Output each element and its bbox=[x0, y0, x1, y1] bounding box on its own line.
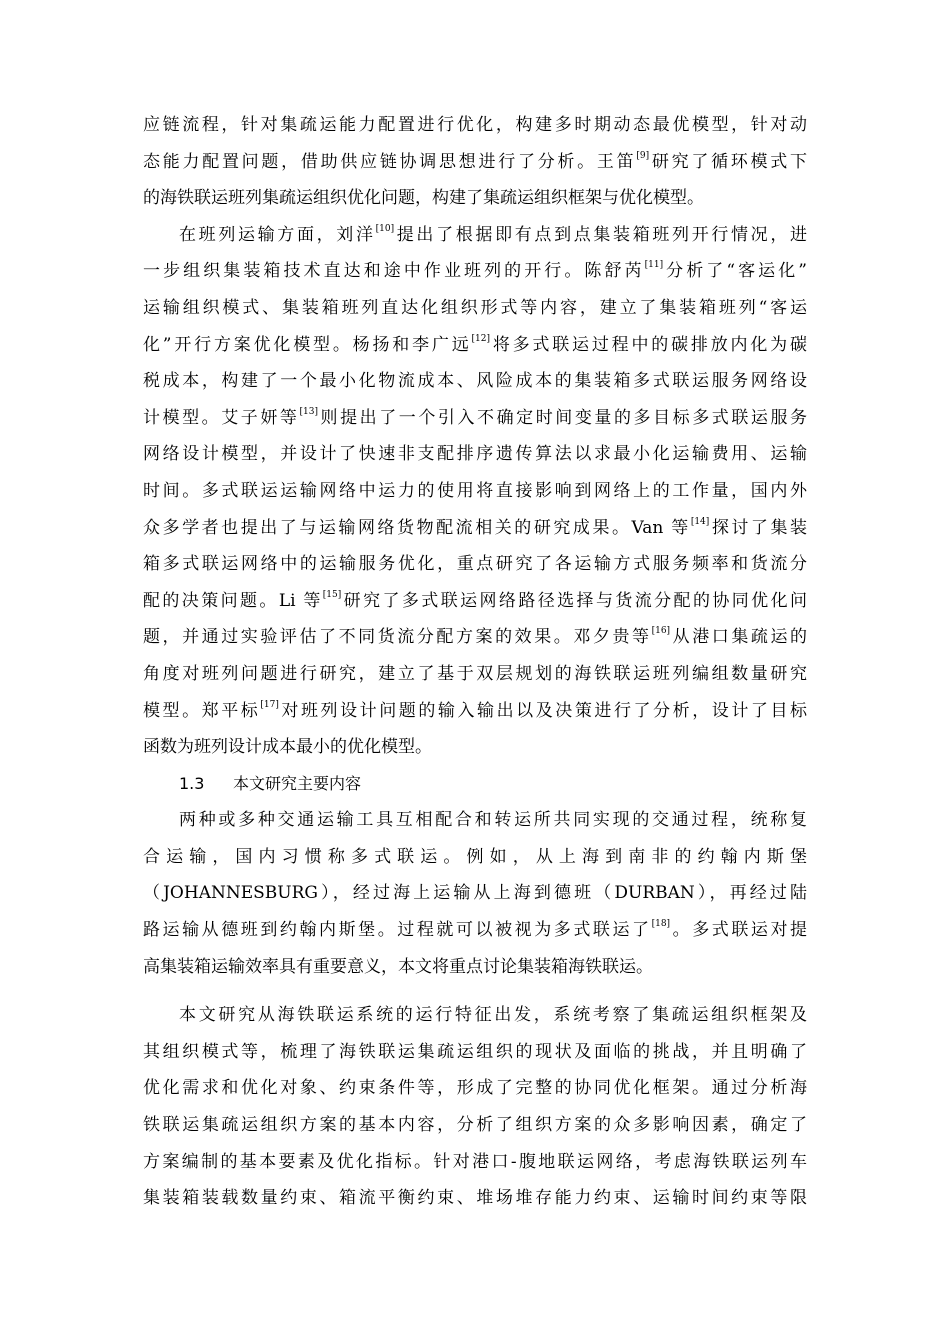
text-line: 方案编制的基本要素及优化指标。针对港口-腹地联运网络，考虑海铁联运列车 bbox=[143, 1151, 807, 1172]
text-line bbox=[143, 400, 807, 437]
text-line bbox=[143, 327, 807, 364]
text-line: 应链流程，针对集疏运能力配置进行优化，构建多时期动态最优模型，针对动 bbox=[143, 115, 807, 135]
paragraph-train-transport bbox=[143, 217, 807, 766]
text-line: 集装箱装载数量约束、箱流平衡约束、堆场堆存能力约束、运输时间约束等限 bbox=[143, 1188, 807, 1209]
text-line: 箱多式联运网络中的运输服务优化，重点研究了各运输方式服务频率和货流分 bbox=[143, 554, 807, 575]
text-line: 网络设计模型，并设计了快速非支配排序遗传算法以求最小化运输费用、运输 bbox=[143, 444, 807, 465]
text-run: 将多式联运过程中的碳排放内化为碳 bbox=[490, 334, 807, 355]
text-line bbox=[143, 912, 807, 949]
text-run: 众多学者也提出了与运输网络货物配流相关的研究成果。Van 等 bbox=[143, 517, 691, 538]
citation-ref: [18] bbox=[651, 919, 671, 930]
text-line: （JOHANNESBURG），经过海上运输从上海到德班（DURBAN），再经过陆 bbox=[143, 883, 807, 904]
text-run: 研究了循环模式下 bbox=[649, 151, 808, 172]
citation-ref: [17] bbox=[260, 699, 279, 710]
text-run: 分析了“客运化” bbox=[663, 261, 807, 282]
citation-ref: [15] bbox=[322, 589, 342, 600]
paragraph-supply-chain bbox=[143, 107, 807, 217]
text-line: 运输组织模式、集装箱班列直达化组织形式等内容，建立了集装箱班列“客运 bbox=[143, 297, 807, 318]
section-number: 1.3 bbox=[179, 773, 205, 793]
text-run: 探讨了集装 bbox=[709, 517, 808, 538]
text-line: 税成本，构建了一个最小化物流成本、风险成本的集装箱多式联运服务网络设 bbox=[143, 371, 807, 392]
text-run: 计模型。艾子妍等 bbox=[143, 407, 300, 428]
text-line bbox=[143, 144, 807, 181]
citation-ref: [12] bbox=[471, 333, 490, 344]
text-run: 。多式联运对提 bbox=[670, 920, 808, 941]
text-line: 高集装箱运输效率具有重要意义，本文将重点讨论集装箱海铁联运。 bbox=[143, 956, 653, 977]
text-line: 其组织模式等，梳理了海铁联运集疏运组织的现状及面临的挑战，并且明确了 bbox=[143, 1041, 807, 1062]
text-line bbox=[143, 217, 807, 254]
section-heading bbox=[143, 766, 807, 803]
citation-ref: [16] bbox=[651, 626, 671, 637]
text-run: 提出了根据即有点到点集装箱班列开行情况，进 bbox=[394, 224, 808, 245]
text-line bbox=[143, 693, 807, 730]
text-line: 的海铁联运班列集疏运组织优化问题，构建了集疏运组织框架与优化模型。 bbox=[143, 188, 704, 209]
text-run: 则提出了一个引入不确定时间变量的多目标多式联运服务 bbox=[317, 407, 808, 428]
section-title: 本文研究主要内容 bbox=[233, 773, 362, 793]
citation-ref: [13] bbox=[299, 406, 318, 417]
text-line: 铁联运集疏运组织方案的基本内容，分析了组织方案的众多影响因素，确定了 bbox=[143, 1115, 807, 1136]
text-run: 化”开行方案优化模型。杨扬和李广远 bbox=[143, 334, 472, 355]
text-line: 时间。多式联运运输网络中运力的使用将直接影响到网络上的工作量，国内外 bbox=[143, 480, 807, 501]
text-line: 合运输，国内习惯称多式联运。例如，从上海到南非的约翰内斯堡 bbox=[143, 846, 807, 867]
citation-ref: [11] bbox=[644, 260, 664, 271]
text-line bbox=[143, 510, 807, 547]
text-line bbox=[143, 619, 807, 656]
text-run: 配的决策问题。Li 等 bbox=[143, 590, 323, 611]
citation-ref: [10] bbox=[375, 223, 395, 234]
text-line: 函数为班列设计成本最小的优化模型。 bbox=[143, 737, 432, 758]
text-line: 优化需求和优化对象、约束条件等，形成了完整的协同优化框架。通过分析海 bbox=[143, 1078, 807, 1099]
text-run: 在班列运输方面，刘洋 bbox=[179, 224, 376, 245]
text-run: 对班列设计问题的输入输出以及决策进行了分析，设计了目标 bbox=[278, 700, 808, 721]
paragraph-research-content bbox=[143, 997, 807, 1217]
text-line: 本文研究从海铁联运系统的运行特征出发，系统考察了集疏运组织框架及 bbox=[179, 1005, 807, 1026]
text-run: 模型。郑平标 bbox=[143, 700, 261, 721]
text-line: 角度对班列问题进行研究，建立了基于双层规划的海铁联运班列编组数量研究 bbox=[143, 663, 807, 684]
text-run: 态能力配置问题，借助供应链协调思想进行了分析。王笛 bbox=[143, 151, 637, 172]
text-line: 两种或多种交通运输工具互相配合和转运所共同实现的交通过程，统称复 bbox=[179, 810, 807, 831]
text-run: 从港口集疏运的 bbox=[670, 627, 808, 648]
paragraph-multimodal-definition bbox=[143, 802, 807, 985]
citation-ref: [14] bbox=[690, 516, 710, 527]
text-line bbox=[143, 253, 807, 290]
text-run: 路运输从德班到约翰内斯堡。过程就可以被视为多式联运了 bbox=[143, 920, 652, 941]
text-run: 题，并通过实验评估了不同货流分配方案的效果。邓夕贵等 bbox=[143, 627, 652, 648]
text-run: 一步组织集装箱技术直达和途中作业班列的开行。陈舒芮 bbox=[143, 261, 645, 282]
text-line bbox=[143, 583, 807, 620]
text-run: 研究了多式联运网络路径选择与货流分配的协同优化问 bbox=[341, 590, 807, 611]
citation-ref: [9] bbox=[636, 150, 650, 161]
